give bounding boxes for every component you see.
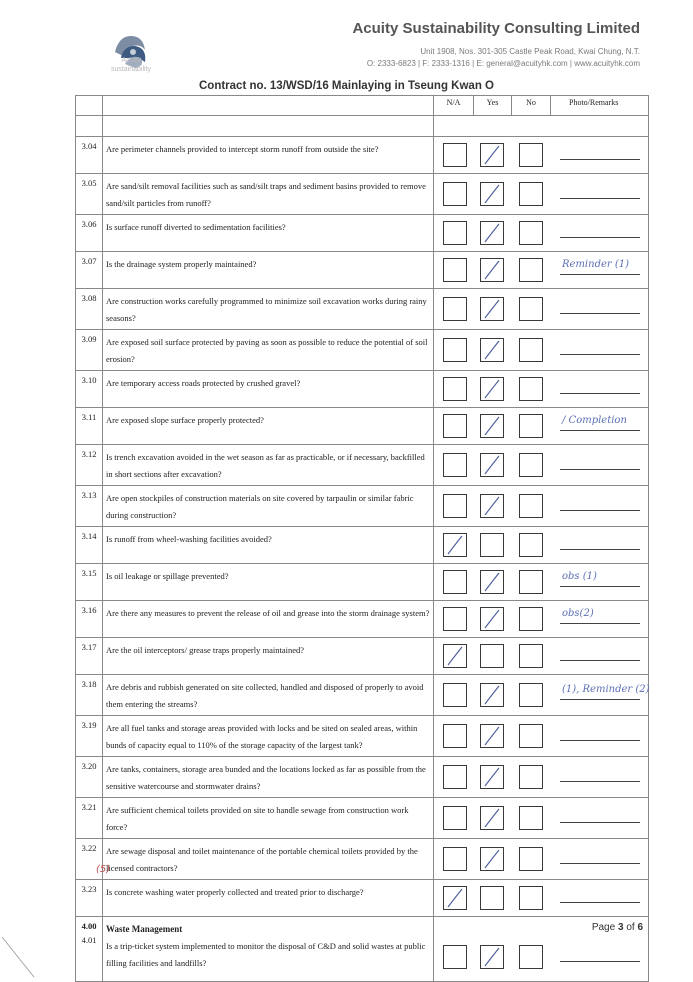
checkbox-no[interactable] — [519, 297, 543, 321]
response-cell — [434, 527, 649, 564]
checkbox-no[interactable] — [519, 765, 543, 789]
item-question: Are there any measures to prevent the release of oil and grease into the storm drainage system? — [103, 601, 434, 638]
checkbox-no[interactable] — [519, 258, 543, 282]
response-cell — [434, 798, 649, 839]
check-mark-icon — [481, 259, 503, 281]
remark-line — [560, 430, 640, 431]
item-question: Are sewage disposal and toilet maintenance of the portable chemical toilets provided by the licensed contractors? — [103, 839, 434, 880]
blank-row — [76, 116, 649, 137]
check-mark-icon — [444, 534, 466, 556]
remark-line — [560, 549, 640, 550]
response-cell — [434, 601, 649, 638]
response-cell — [434, 137, 649, 174]
checkbox-na[interactable] — [443, 765, 467, 789]
item-number: 3.04 — [76, 137, 103, 174]
checkbox-na[interactable] — [443, 724, 467, 748]
checkbox-yes[interactable] — [480, 847, 504, 871]
table-row — [76, 638, 649, 675]
item-question: Is a trip-ticket system implemented to monitor the disposal of C&D and solid wastes at public filling facilities and landfills? — [106, 941, 426, 968]
response-cell — [434, 839, 649, 880]
remark-line — [560, 159, 640, 160]
check-mark-icon — [481, 222, 503, 244]
response-cell — [434, 174, 649, 215]
checkbox-na[interactable] — [443, 377, 467, 401]
checkbox-no[interactable] — [519, 377, 543, 401]
page-of: of — [626, 922, 635, 933]
checkbox-yes[interactable] — [480, 886, 504, 910]
response-cell — [434, 564, 649, 601]
item-number: 3.21 — [76, 798, 103, 839]
remark-line — [560, 740, 640, 741]
checkbox-na[interactable] — [443, 644, 467, 668]
item-question: Is oil leakage or spillage prevented? — [103, 564, 434, 601]
checkbox-no[interactable] — [519, 886, 543, 910]
table-row — [76, 675, 649, 716]
remark-line — [560, 863, 640, 864]
response-cell — [434, 675, 649, 716]
table-row — [76, 486, 649, 527]
item-question: Are all fuel tanks and storage areas provided with locks and be sited on sealed areas, within bunds of capacity equal to 110% of the storage capacity of the largest tank? — [103, 716, 434, 757]
checklist-body — [76, 116, 649, 982]
checkbox-no[interactable] — [519, 806, 543, 830]
item-number: 3.19 — [76, 716, 103, 757]
remark-line — [560, 313, 640, 314]
checkbox-yes[interactable] — [480, 494, 504, 518]
checkbox-yes[interactable] — [480, 258, 504, 282]
table-row — [76, 839, 649, 880]
checkbox-na[interactable] — [443, 533, 467, 557]
header-num — [76, 96, 103, 116]
checkbox-yes[interactable] — [480, 644, 504, 668]
response-cell — [434, 757, 649, 798]
checkbox-yes[interactable] — [480, 221, 504, 245]
section-numbers — [76, 917, 103, 982]
response-cell — [434, 408, 649, 445]
response-cell — [434, 486, 649, 527]
remark-line — [560, 623, 640, 624]
item-number: 3.22 — [76, 839, 103, 880]
check-mark-icon — [444, 645, 466, 667]
section-content — [103, 917, 434, 982]
remark-text: Reminder (1) — [562, 259, 630, 270]
checkbox-na[interactable] — [443, 886, 467, 910]
item-number: 3.09 — [76, 330, 103, 371]
check-mark-icon — [481, 495, 503, 517]
table-row — [76, 798, 649, 839]
remark-line — [560, 660, 640, 661]
item-question: Is concrete washing water properly collected and treated prior to discharge? — [103, 880, 434, 917]
remark-line — [560, 354, 640, 355]
checkbox-na[interactable] — [443, 414, 467, 438]
response-cell — [434, 445, 649, 486]
remark-line — [560, 198, 640, 199]
response-cell — [434, 638, 649, 675]
table-row — [76, 445, 649, 486]
remark-text: / Completion — [562, 415, 627, 426]
checkbox-yes[interactable] — [480, 724, 504, 748]
table-row — [76, 174, 649, 215]
item-question: Is runoff from wheel-washing facilities avoided? — [103, 527, 434, 564]
table-row — [76, 215, 649, 252]
check-mark-icon — [481, 571, 503, 593]
item-number: 3.16 — [76, 601, 103, 638]
table-row — [76, 601, 649, 638]
response-cell — [434, 215, 649, 252]
checkbox-yes[interactable] — [480, 765, 504, 789]
section-row — [76, 917, 649, 982]
remark-line — [560, 586, 640, 587]
table-row — [76, 408, 649, 445]
company-name: Acuity Sustainability Consulting Limited — [352, 20, 640, 37]
checklist-table — [75, 95, 649, 982]
check-mark-icon — [481, 766, 503, 788]
item-number: 4.01 — [81, 935, 97, 945]
item-number: 3.20 — [76, 757, 103, 798]
item-number: 3.15 — [76, 564, 103, 601]
checkbox-na[interactable] — [443, 570, 467, 594]
checkbox-yes[interactable] — [480, 683, 504, 707]
item-number: 3.23 — [76, 880, 103, 917]
checkbox-no[interactable] — [519, 724, 543, 748]
item-number: 3.18 — [76, 675, 103, 716]
header-no: No — [512, 96, 551, 116]
remark-text: obs(2) — [562, 608, 594, 619]
table-row — [76, 716, 649, 757]
checkbox-na[interactable] — [443, 945, 467, 969]
response-cell — [434, 252, 649, 289]
checkbox-no[interactable] — [519, 570, 543, 594]
check-mark-icon — [481, 298, 503, 320]
checkbox-no[interactable] — [519, 143, 543, 167]
checkbox-na[interactable] — [443, 453, 467, 477]
item-number: 3.10 — [76, 371, 103, 408]
item-number: 3.11 — [76, 408, 103, 445]
check-mark-icon — [481, 807, 503, 829]
table-row — [76, 252, 649, 289]
checkbox-yes[interactable] — [480, 182, 504, 206]
header-na: N/A — [434, 96, 474, 116]
header-question — [103, 96, 434, 116]
check-mark-icon — [444, 887, 466, 909]
item-question: Are sand/silt removal facilities such as sand/silt traps and sediment basins provided to remove sand/silt particles from runoff? — [103, 174, 434, 215]
item-question: Are debris and rubbish generated on site collected, handled and disposed of properly to avoid them entering the streams? — [103, 675, 434, 716]
check-mark-icon — [481, 378, 503, 400]
check-mark-icon — [481, 725, 503, 747]
check-mark-icon — [481, 415, 503, 437]
checkbox-no[interactable] — [519, 494, 543, 518]
checkbox-no[interactable] — [519, 683, 543, 707]
item-number: 3.12 — [76, 445, 103, 486]
remark-line — [560, 469, 640, 470]
check-mark-icon — [481, 183, 503, 205]
contract-title: Contract no. 13/WSD/16 Mainlaying in Tseung Kwan O — [199, 80, 494, 92]
table-row — [76, 330, 649, 371]
checkbox-na[interactable] — [443, 182, 467, 206]
checkbox-na[interactable] — [443, 806, 467, 830]
checkbox-no[interactable] — [519, 182, 543, 206]
page-number — [592, 922, 643, 933]
checkbox-na[interactable] — [443, 297, 467, 321]
item-question: Are exposed soil surface protected by paving as soon as possible to reduce the potential of soil erosion? — [103, 330, 434, 371]
item-question: Is trench excavation avoided in the wet season as far as practicable, or if necessary, backfilled in short sections after excavation? — [103, 445, 434, 486]
item-question: Are exposed slope surface properly protected? — [103, 408, 434, 445]
checkbox-yes[interactable] — [480, 945, 504, 969]
checkbox-no[interactable] — [519, 945, 543, 969]
page-label: Page — [591, 922, 616, 933]
item-number: 3.17 — [76, 638, 103, 675]
response-cell — [434, 289, 649, 330]
response-cell — [434, 716, 649, 757]
checkbox-no[interactable] — [519, 338, 543, 362]
checkbox-yes[interactable] — [480, 143, 504, 167]
checkbox-na[interactable] — [443, 847, 467, 871]
table-row — [76, 880, 649, 917]
item-number: 3.07 — [76, 252, 103, 289]
checkbox-na[interactable] — [443, 494, 467, 518]
checkbox-na[interactable] — [443, 683, 467, 707]
item-number: 3.14 — [76, 527, 103, 564]
scan-edge-mark — [0, 935, 40, 979]
checkbox-yes[interactable] — [480, 297, 504, 321]
item-number: 3.05 — [76, 174, 103, 215]
checkbox-yes[interactable] — [480, 570, 504, 594]
checkbox-na[interactable] — [443, 338, 467, 362]
item-question: Are construction works carefully programmed to minimize soil excavation works during rainy seasons? — [103, 289, 434, 330]
response-cell — [434, 330, 649, 371]
check-mark-icon — [481, 848, 503, 870]
response-cell — [434, 880, 649, 917]
checkbox-no[interactable] — [519, 453, 543, 477]
remark-line — [560, 902, 640, 903]
check-mark-icon — [481, 608, 503, 630]
checkbox-na[interactable] — [443, 607, 467, 631]
check-mark-icon — [481, 144, 503, 166]
remark-line — [560, 274, 640, 275]
item-question: Is the drainage system properly maintained? — [103, 252, 434, 289]
company-contact: O: 2333-6823 | F: 2333-1316 | E: general@acuityhk.com | www.acuityhk.com — [366, 59, 640, 68]
checkbox-yes[interactable] — [480, 338, 504, 362]
company-address: Unit 1908, Nos. 301-305 Castle Peak Road, Kwai Chung, N.T. — [420, 47, 640, 56]
remark-line — [560, 510, 640, 511]
remark-line — [560, 699, 640, 700]
checkbox-na[interactable] — [443, 258, 467, 282]
page-current: 3 — [617, 922, 624, 933]
checkbox-yes[interactable] — [480, 533, 504, 557]
checkbox-no[interactable] — [519, 414, 543, 438]
check-mark-icon — [481, 684, 503, 706]
header-remarks: Photo/Remarks — [551, 96, 649, 116]
checkbox-no[interactable] — [519, 607, 543, 631]
checkbox-yes[interactable] — [480, 806, 504, 830]
table-row — [76, 527, 649, 564]
item-question: Are open stockpiles of construction materials on site covered by tarpaulin or similar fabric during construction? — [103, 486, 434, 527]
remark-line — [560, 237, 640, 238]
item-question: Are perimeter channels provided to intercept storm runoff from outside the site? — [103, 137, 434, 174]
response-cell — [434, 371, 649, 408]
checkbox-yes[interactable] — [480, 377, 504, 401]
remark-line — [560, 822, 640, 823]
checkbox-yes[interactable] — [480, 607, 504, 631]
item-number: 3.08 — [76, 289, 103, 330]
check-mark-icon — [481, 339, 503, 361]
checkbox-na[interactable] — [443, 143, 467, 167]
checkbox-no[interactable] — [519, 533, 543, 557]
item-number: 3.06 — [76, 215, 103, 252]
checkbox-no[interactable] — [519, 221, 543, 245]
check-mark-icon — [481, 454, 503, 476]
table-row — [76, 289, 649, 330]
remark-line — [560, 393, 640, 394]
item-number: 3.13 — [76, 486, 103, 527]
logo-text: Acuity sustainability — [110, 57, 152, 73]
table-row — [76, 137, 649, 174]
table-row — [76, 564, 649, 601]
item-question: Are the oil interceptors/ grease traps properly maintained? — [103, 638, 434, 675]
table-row — [76, 757, 649, 798]
table-header-row — [76, 96, 649, 116]
checkbox-no[interactable] — [519, 644, 543, 668]
remark-text: obs (1) — [562, 571, 597, 582]
remark-line — [560, 781, 640, 782]
section-number: 4.00 — [81, 921, 97, 931]
checkbox-yes[interactable] — [480, 453, 504, 477]
checkbox-no[interactable] — [519, 847, 543, 871]
remark-text: (1), Reminder (2) — [562, 684, 650, 695]
section-title: Waste Management — [106, 924, 183, 934]
item-question: Are tanks, containers, storage area bunded and the locations locked as far as possible from the sensitive watercourse and stormwater drains? — [103, 757, 434, 798]
item-question: Are temporary access roads protected by crushed gravel? — [103, 371, 434, 408]
item-question: Are sufficient chemical toilets provided on site to handle sewage from construction work force? — [103, 798, 434, 839]
checkbox-yes[interactable] — [480, 414, 504, 438]
handwritten-mark: (5) — [96, 864, 111, 875]
item-question: Is surface runoff diverted to sedimentation facilities? — [103, 215, 434, 252]
page-total: 6 — [637, 922, 643, 933]
remark-line — [560, 961, 640, 962]
checkbox-na[interactable] — [443, 221, 467, 245]
check-mark-icon — [481, 946, 503, 968]
header-yes: Yes — [474, 96, 512, 116]
table-row — [76, 371, 649, 408]
